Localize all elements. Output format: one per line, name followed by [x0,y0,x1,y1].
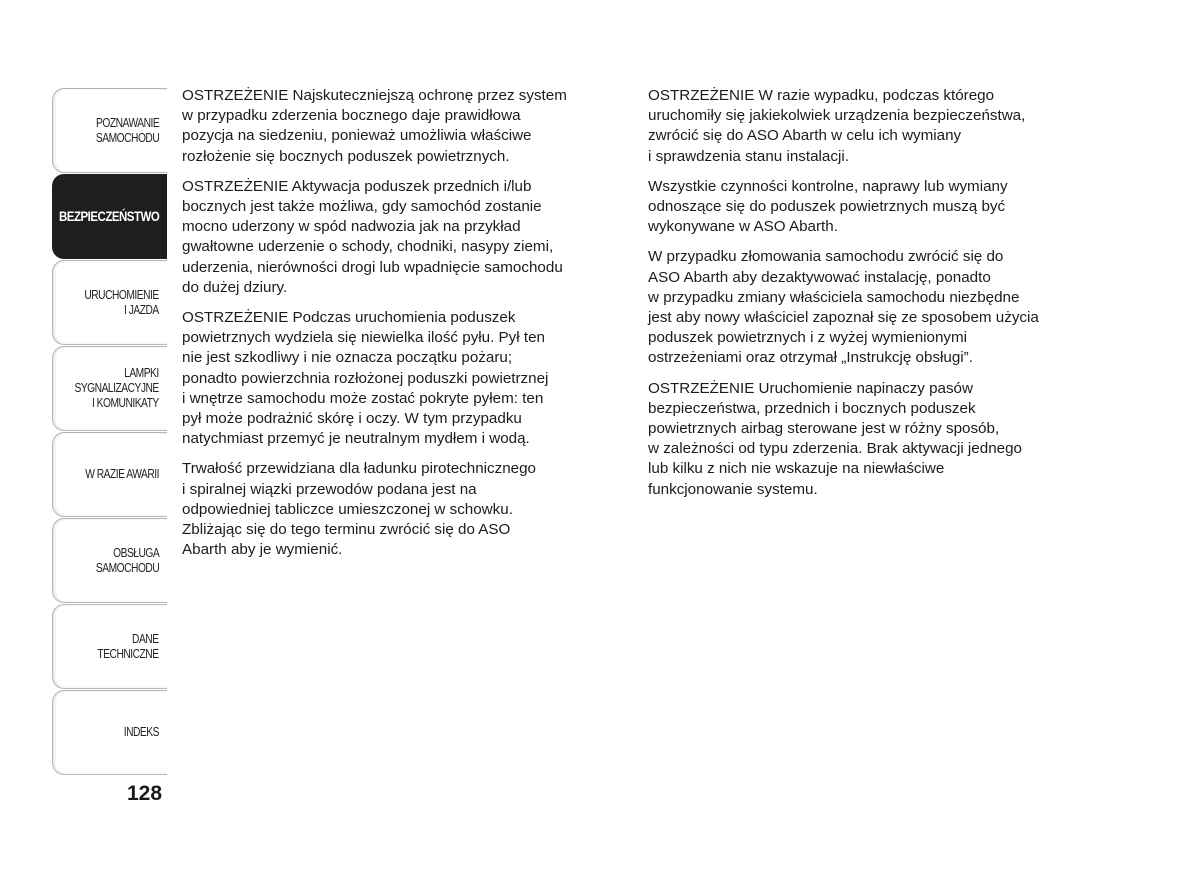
paragraph: OSTRZEŻENIE Aktywacja poduszek przednich i/lub bocznych jest także możliwa, gdy samochód zostanie mocno uderzony w spód nadwozia jak na przykład gwałtowne uderzenie o schody, chodniki, nasypy ziemi, uderzenia, nierówności drogi lub wpadnięcie samochodu do dużej dziury. [182,177,563,296]
paragraph: W przypadku złomowania samochodu zwrócić się do ASO Abarth aby dezaktywować instalację, ponadto w przypadku zmiany właściciela samochodu niezbędne jest aby nowy właściciel zapoznał się ze sposobem użycia poduszek powietrznych i z wyżej wymienionymi ostrzeżeniami oraz otrzymał „Instrukcję obsługi”. [648,248,1039,367]
paragraph: OSTRZEŻENIE W razie wypadku, podczas którego uruchomiły się jakiekolwiek urządzenia bezpieczeństwa, zwrócić się do ASO Abarth w celu ich wymiany i sprawdzenia stanu instalacji. [648,87,1026,165]
tab-lampki-sygnalizacyjne[interactable] [52,346,167,431]
tab-bezpieczenstwo[interactable] [52,174,167,259]
section-tabs [52,88,167,776]
tab-poznawanie-samochodu[interactable] [52,88,167,173]
page-number: 128 [127,782,163,805]
paragraph: OSTRZEŻENIE Najskuteczniejszą ochronę przez system w przypadku zderzenia bocznego daje prawidłowa pozycja na siedzeniu, ponieważ umożliwia właściwe rozłożenie się bocznych poduszek powietrznych. [182,87,567,165]
tab-label: URUCHOMIENIE I JAZDA [84,287,159,317]
tab-w-razie-awarii[interactable] [52,432,167,517]
paragraph: OSTRZEŻENIE Podczas uruchomienia poduszek powietrznych wydziela się niewielka ilość pyłu. Pył ten nie jest szkodliwy i nie oznacza początku pożaru; ponadto powierzchnia rozłożonej poduszki powietrznej i wnętrze samochodu może zostać pokryte pyłem: ten pył może podrażnić skórę i oczy. W tym przypadku natychmiast przemyć je neutralnym mydłem i wodą. [182,309,549,448]
paragraph: OSTRZEŻENIE Uruchomienie napinaczy pasów bezpieczeństwa, przednich i bocznych poduszek powietrznych airbag sterowane jest w różny sposób, w zależności od typu zderzenia. Brak aktywacji jednego lub kilku z nich nie wskazuje na niewłaściwe funkcjonowanie systemu. [648,379,1022,498]
tab-obsluga-samochodu[interactable] [52,518,167,603]
paragraph: Trwałość przewidziana dla ładunku pirotechnicznego i spiralnej wiązki przewodów podana jest na odpowiedniej tabliczce umieszczonej w schowku. Zbliżając się do tego terminu zwrócić się do ASO Abarth aby je wymienić. [182,460,537,559]
tab-indeks[interactable] [52,690,167,775]
tab-label: W RAZIE AWARII [85,467,159,481]
tab-label: POZNAWANIE SAMOCHODU [95,115,159,145]
tab-dane-techniczne[interactable] [52,604,167,689]
tab-label: INDEKS [123,725,159,739]
tab-uruchomienie-i-jazda[interactable] [52,260,167,345]
tab-label: BEZPIECZEŃSTWO [58,208,159,224]
paragraph: Wszystkie czynności kontrolne, naprawy lub wymiany odnoszące się do poduszek powietrznych muszą być wykonywane w ASO Abarth. [648,177,1008,236]
right-column [648,86,1096,510]
left-column [182,86,630,570]
tab-label: DANE TECHNICZNE [97,631,159,661]
tab-label: OBSŁUGA SAMOCHODU [95,545,159,575]
tab-label: LAMPKI SYGNALIZACYJNE I KOMUNIKATY [74,366,159,410]
